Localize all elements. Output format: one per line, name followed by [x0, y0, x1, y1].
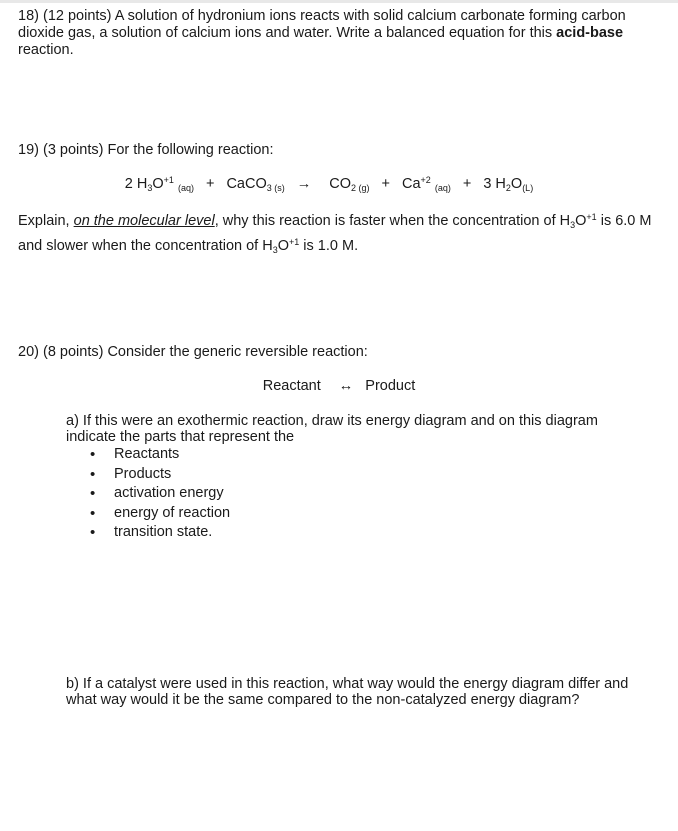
eq-ca: Ca [401, 176, 421, 192]
reaction-equation [0, 175, 668, 193]
generic-reaction [0, 378, 678, 394]
eq-plus: + [205, 176, 215, 192]
explain-emphasis: on the molecular level [73, 213, 215, 229]
part-a: a) If this were an exothermic reaction, draw its energy diagram and on this diagram indicate the parts that represent the [66, 413, 598, 445]
explain-text: , why this reaction is faster when the concentration of H [214, 213, 571, 229]
eq-h3o-state: (aq) [177, 183, 194, 193]
eq-h3o-charge: +1 [163, 175, 174, 185]
explain-sup: +1 [586, 212, 597, 222]
eq-co2-sub: 2 (g) [351, 183, 370, 193]
list-item: • Products [66, 465, 230, 485]
q18-bold-term: acid-base [556, 25, 624, 41]
top-border [0, 0, 678, 3]
explain-text: is 6.0 M and slower when the concentration of H [18, 213, 652, 254]
list-item: • transition state. [66, 523, 230, 543]
eq-ca-charge: +2 [420, 175, 431, 185]
question-19-explain [18, 209, 658, 259]
q18-text: 18) (12 points) A solution of hydronium ions reacts with solid calcium carbonate forming carbon dioxide gas, a solution of calcium ions and water. Write a balanced equation for this [18, 8, 626, 41]
explain-sup: +1 [289, 237, 300, 247]
explain-text: O [277, 238, 290, 254]
eq-h2o-o: O [510, 176, 523, 192]
list-item: • activation energy [66, 484, 230, 504]
question-19-header: 19) (3 points) For the following reaction: [18, 142, 274, 158]
eq-h2o-state: (L) [522, 183, 534, 193]
eq-arrow: → [296, 176, 312, 192]
list-item: • energy of reaction [66, 504, 230, 524]
eq-h3o: 2 H [124, 176, 148, 192]
explain-sub: 3 [272, 245, 278, 255]
explain-text: Explain, [18, 213, 74, 229]
eq-ca-state: (aq) [434, 183, 451, 193]
explain-text: is 1.0 M. [299, 238, 359, 254]
product-label: Product [365, 378, 416, 394]
eq-h3o-o: O [152, 176, 164, 192]
eq-caco3: CaCO [226, 176, 267, 192]
q18-tail: reaction. [18, 42, 74, 58]
question-20-header: 20) (8 points) Consider the generic reversible reaction: [18, 344, 368, 360]
eq-h2o: 3 H [483, 176, 506, 192]
reactant-label: Reactant [262, 378, 321, 394]
eq-h3o-sub: 3 [147, 183, 153, 193]
eq-plus: + [462, 176, 472, 192]
explain-text: O [575, 213, 587, 229]
eq-h2o-sub: 2 [505, 183, 511, 193]
part-b: b) If a catalyst were used in this reaction, what way would the energy diagram differ and what way would it be the same compared to the non-catalyzed energy diagram? [66, 676, 629, 708]
explain-sub: 3 [570, 220, 576, 230]
reversible-arrow: ↔ [338, 378, 354, 394]
list-item: • Reactants [66, 445, 230, 465]
eq-caco3-sub: 3 (s) [266, 183, 285, 193]
eq-plus: + [381, 176, 390, 192]
eq-co2: CO [329, 176, 351, 192]
bullet-list [66, 445, 230, 543]
question-18 [18, 8, 653, 59]
